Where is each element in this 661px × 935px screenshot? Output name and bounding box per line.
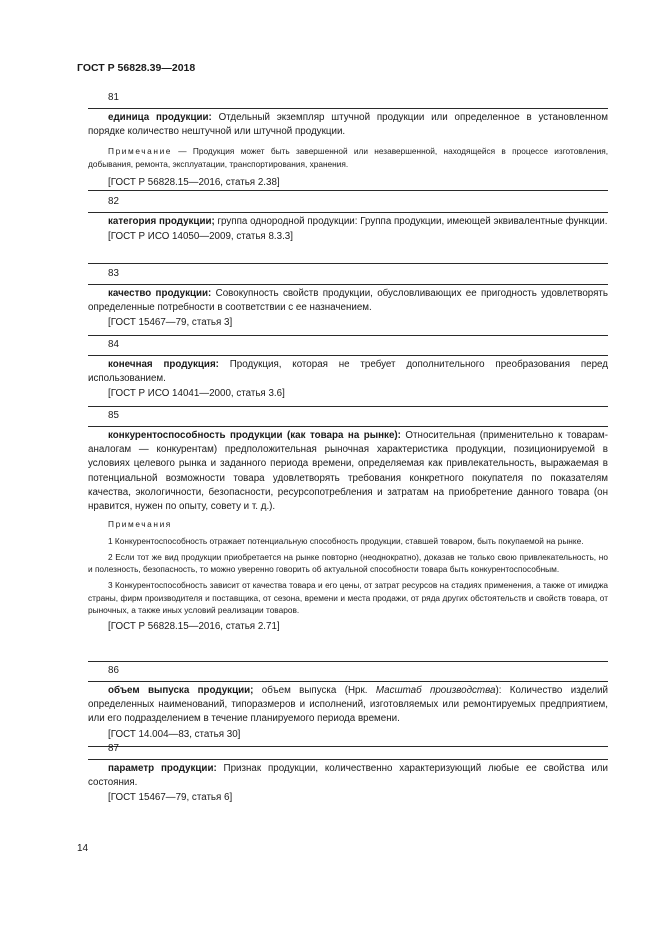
- term-body: [88, 684, 608, 742]
- term-name: конечная продукция:: [108, 359, 219, 370]
- term-bottom-rule: [88, 661, 608, 662]
- term-top-rule: [88, 355, 608, 356]
- term-definition: единица продукции: Отдельный экземпляр штучной продукции или определенное в установленном порядке количество нештучной или штучной продукции.: [88, 112, 608, 138]
- term-top-rule: [88, 108, 608, 109]
- term-reference: [ГОСТ Р ИСО 14050—2009, статья 8.3.3]: [108, 231, 293, 243]
- term-name: параметр продукции:: [108, 763, 217, 774]
- term-reference: [ГОСТ 15467—79, статья 6]: [108, 792, 233, 804]
- term-number: 87: [108, 743, 119, 754]
- term-body: [88, 287, 608, 331]
- term-number: 85: [108, 410, 119, 421]
- term-number: 81: [108, 92, 119, 103]
- term-definition: категория продукции; группа однородной продукции: Группа продукции, имеющей эквивалентные функции.: [108, 216, 608, 227]
- term-name: качество продукции:: [108, 288, 212, 299]
- term-body: [88, 215, 608, 244]
- term-note: Примечание — Продукция может быть завершенной или незавершенной, находящейся в процессе изготовления, добывания, ремонта, эксплуатации, транспортирования, хранения.: [88, 146, 608, 169]
- term-number: 86: [108, 665, 119, 676]
- term-note: 1 Конкурентоспособность отражает потенциальную способность продукции, ставшей товаром, быть покупаемой на рынке.: [108, 535, 584, 546]
- term-name: категория продукции;: [108, 216, 215, 227]
- term-top-rule: [88, 284, 608, 285]
- term-note: 2 Если тот же вид продукции приобретается на рынке повторно (неоднократно), доказав не только свою привлекательность, но и полезность, безопасность, то можно уверенно говорить об актуальной способности товара быть конкурентоспособным.: [88, 551, 608, 575]
- term-bottom-rule: [88, 190, 608, 191]
- term-definition: конкурентоспособность продукции (как товара на рынке): Относительная (применительно к товарам-аналогам — конкурентам) предположительная рыночная характеристика продукции, позиционируемой в условиях целевого рынка и заданного периода времени, определяемая как привлекательность, выражаемая в потенциальной возможности товара удовлетворять требования конкретного покупателя по показателям качества, экологичности, безопасности, ресурсопотребления и затратам на приобретение данного товара (он нравится, нужен по опыту, совету и т. д.).: [88, 430, 608, 513]
- term-name: конкурентоспособность продукции (как товара на рынке):: [108, 430, 401, 441]
- term-bottom-rule: [88, 263, 608, 264]
- term-top-rule: [88, 759, 608, 760]
- term-reference: [ГОСТ 14.004—83, статья 30]: [108, 728, 241, 740]
- term-body: [88, 762, 608, 806]
- term-top-rule: [88, 212, 608, 213]
- deprecated-term: Масштаб производства: [375, 685, 496, 696]
- term-reference: [ГОСТ Р 56828.15—2016, статья 2.38]: [108, 177, 280, 188]
- document-header: ГОСТ Р 56828.39—2018: [77, 62, 196, 74]
- page-number: 14: [77, 843, 89, 854]
- term-bottom-rule: [88, 335, 608, 336]
- term-body: [88, 429, 608, 635]
- term-definition: параметр продукции: Признак продукции, количественно характеризующий любые ее свойства или состояния.: [88, 763, 608, 789]
- term-definition: объем выпуска продукции; объем выпуска (Нрк. Масштаб производства): Количество изделий определенных наименований, типоразмеров и исполнений, изготовляемых или ремонтируемых предприятием, или его подразделением в течение планируемого периода времени.: [88, 685, 608, 725]
- term-note: 3 Конкурентоспособность зависит от качества товара и его цены, от затрат ресурсов на стадиях применения, а также от имиджа страны, фирм производителя и поставщика, от сезона, времени и места продажи, от ряда других обстоятельств и свойств товара, от рыночных, а также иных условий реализации товаров.: [88, 580, 608, 615]
- note-label: Примечание: [108, 146, 173, 157]
- term-definition: качество продукции: Совокупность свойств продукции, обусловливающих ее пригодность удовлетворять определенные потребности в соответствии с ее назначением.: [88, 288, 608, 314]
- term-name: объем выпуска продукции;: [108, 685, 254, 696]
- term-definition: конечная продукция: Продукция, которая не требует дополнительного преобразования перед использованием.: [88, 359, 608, 385]
- term-number: 84: [108, 339, 119, 350]
- term-top-rule: [88, 426, 608, 427]
- term-body: [88, 358, 608, 402]
- term-number: 82: [108, 196, 119, 207]
- term-bottom-rule: [88, 406, 608, 407]
- term-body: [88, 111, 608, 190]
- term-top-rule: [88, 681, 608, 682]
- term-reference: [ГОСТ Р ИСО 14041—2000, статья 3.6]: [108, 388, 285, 400]
- term-name: единица продукции:: [108, 112, 212, 123]
- term-reference: [ГОСТ Р 56828.15—2016, статья 2.71]: [108, 621, 280, 633]
- notes-heading: Примечания: [108, 519, 172, 530]
- term-bottom-rule: [88, 746, 608, 747]
- term-number: 83: [108, 268, 119, 279]
- term-reference: [ГОСТ 15467—79, статья 3]: [108, 317, 233, 329]
